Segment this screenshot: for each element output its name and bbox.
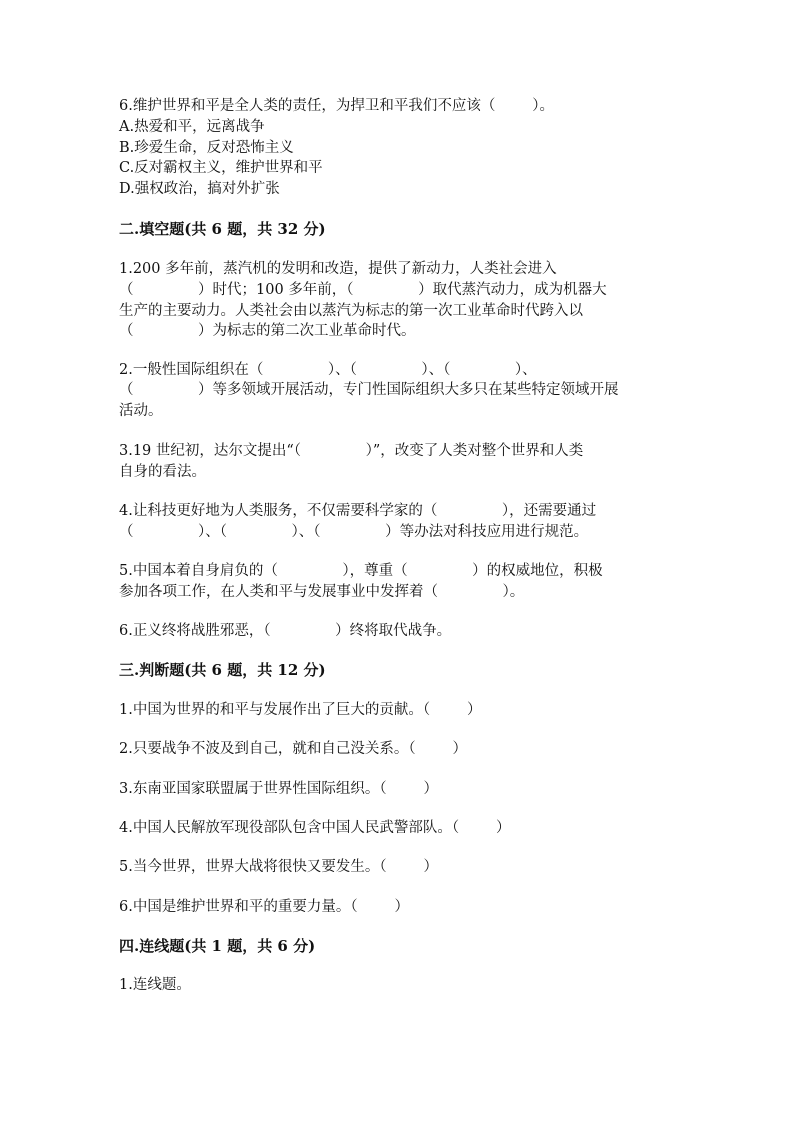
section-match-heading: 四.连线题(共 1 题，共 6 分)	[119, 937, 316, 955]
fill-q1-line1: 1.200 多年前，蒸汽机的发明和改造，提供了新动力，人类社会进入	[119, 261, 557, 277]
fill-q2-line2: （ ）等多领域开展活动，专门性国际组织大多只在某些特定领域开展	[119, 382, 619, 398]
option-c: C.反对霸权主义，维护世界和平	[119, 160, 323, 176]
judge-item-4: 4.中国人民解放军现役部队包含中国人民武警部队。（ ）	[119, 820, 511, 836]
option-b: B.珍爱生命，反对恐怖主义	[119, 140, 294, 156]
match-q1: 1.连线题。	[119, 977, 191, 993]
option-a: A.热爱和平，远离战争	[119, 119, 265, 135]
fill-q2-line1: 2.一般性国际组织在（ ）、（ ）、（ ）、	[119, 362, 537, 378]
judge-item-1: 1.中国为世界的和平与发展作出了巨大的贡献。（ ）	[119, 702, 482, 718]
judge-item-5: 5.当今世界，世界大战将很快又要发生。（ ）	[119, 859, 438, 875]
fill-q6: 6.正义终将战胜邪恶，（ ）终将取代战争。	[119, 623, 452, 639]
fill-q5-line2: 参加各项工作，在人类和平与发展事业中发挥着（ ）。	[119, 584, 525, 600]
judge-item-3: 3.东南亚国家联盟属于世界性国际组织。（ ）	[119, 781, 438, 797]
fill-q1-line4: （ ）为标志的第二次工业革命时代。	[119, 323, 416, 339]
fill-q3-line2: 自身的看法。	[119, 464, 206, 480]
judge-item-6: 6.中国是维护世界和平的重要力量。（ ）	[119, 899, 409, 915]
section-fill-heading: 二.填空题(共 6 题，共 32 分)	[119, 220, 326, 238]
fill-q4-line2: （ ）、（ ）、（ ）等办法对科技应用进行规范。	[119, 524, 589, 540]
judge-item-2: 2.只要战争不波及到自己，就和自己没关系。（ ）	[119, 741, 467, 757]
section-judge-heading: 三.判断题(共 6 题，共 12 分)	[119, 661, 326, 679]
fill-q3-line1: 3.19 世纪初，达尔文提出“（ ）”，改变了人类对整个世界和人类	[119, 443, 584, 459]
option-d: D.强权政治，搞对外扩张	[119, 181, 280, 197]
fill-q1-line2: （ ）时代；100 多年前，（ ）取代蒸汽动力，成为机器大	[119, 282, 607, 298]
fill-q1-line3: 生产的主要动力。人类社会由以蒸汽为标志的第一次工业革命时代跨入以	[119, 303, 583, 319]
fill-q5-line1: 5.中国本着自身肩负的（ ），尊重（ ）的权威地位，积极	[119, 563, 603, 579]
fill-q2-line3: 活动。	[119, 403, 163, 419]
question-6-stem: 6.维护世界和平是全人类的责任，为捍卫和平我们不应该（ ）。	[119, 98, 554, 114]
fill-q4-line1: 4.让科技更好地为人类服务，不仅需要科学家的（ ），还需要通过	[119, 503, 597, 519]
